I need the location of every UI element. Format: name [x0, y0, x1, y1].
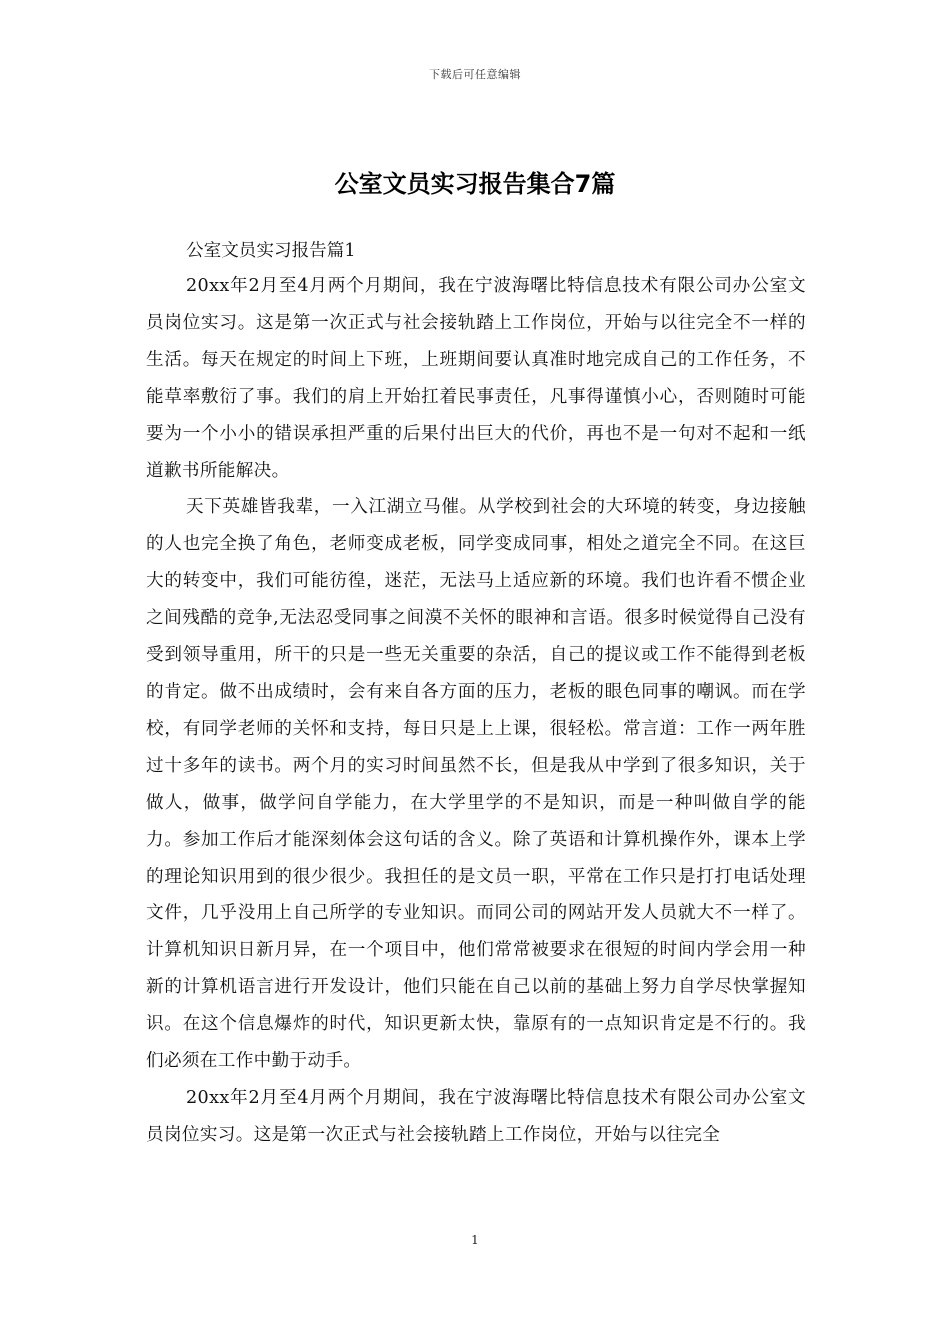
document-body: [146, 234, 806, 1154]
document-title: 公室文员实习报告集合7篇: [334, 170, 616, 199]
section-heading: 公室文员实习报告篇1: [186, 241, 356, 261]
body-paragraph-3: 20xx年2月至4月两个月期间，我在宁波海曙比特信息技术有限公司办公室文员岗位实习。这是第一次正式与社会接轨踏上工作岗位，开始与以往完全: [146, 1087, 806, 1145]
page-number: 1: [471, 1233, 479, 1247]
header-note: 下载后可任意编辑: [429, 68, 521, 81]
body-paragraph-1: 20xx年2月至4月两个月期间，我在宁波海曙比特信息技术有限公司办公室文员岗位实习。这是第一次正式与社会接轨踏上工作岗位，开始与以往完全不一样的生活。每天在规定的时间上下班，上班期间要认真准时地完成自己的工作任务，不能草率敷衍了事。我们的肩上开始扛着民事责任，凡事得谨慎小心，否则随时可能要为一个小小的错误承担严重的后果付出巨大的代价，再也不是一句对不起和一纸道歉书所能解决。: [146, 276, 806, 481]
body-paragraph-2: 天下英雄皆我辈，一入江湖立马催。从学校到社会的大环境的转变，身边接触的人也完全换了角色，老师变成老板，同学变成同事，相处之道完全不同。在这巨大的转变中，我们可能彷徨，迷茫，无法马上适应新的环境。我们也许看不惯企业之间残酷的竞争,无法忍受同事之间漠不关怀的眼神和言语。很多时候觉得自己没有受到领导重用，所干的只是一些无关重要的杂活，自己的提议或工作不能得到老板的肯定。做不出成绩时，会有来自各方面的压力，老板的眼色同事的嘲讽。而在学校，有同学老师的关怀和支持，每日只是上上课，很轻松。常言道：工作一两年胜过十多年的读书。两个月的实习时间虽然不长，但是我从中学到了很多知识，关于做人，做事，做学问自学能力，在大学里学的不是知识，而是一种叫做自学的能力。参加工作后才能深刻体会这句话的含义。除了英语和计算机操作外，课本上学的理论知识用到的很少很少。我担任的是文员一职，平常在工作只是打打电话处理文件，几乎没用上自己所学的专业知识。而同公司的网站开发人员就大不一样了。计算机知识日新月异，在一个项目中，他们常常被要求在很短的时间内学会用一种新的计算机语言进行开发设计，他们只能在自己以前的基础上努力自学尽快掌握知识。在这个信息爆炸的时代，知识更新太快，靠原有的一点知识肯定是不行的。我们必须在工作中勤于动手。: [146, 497, 806, 1072]
